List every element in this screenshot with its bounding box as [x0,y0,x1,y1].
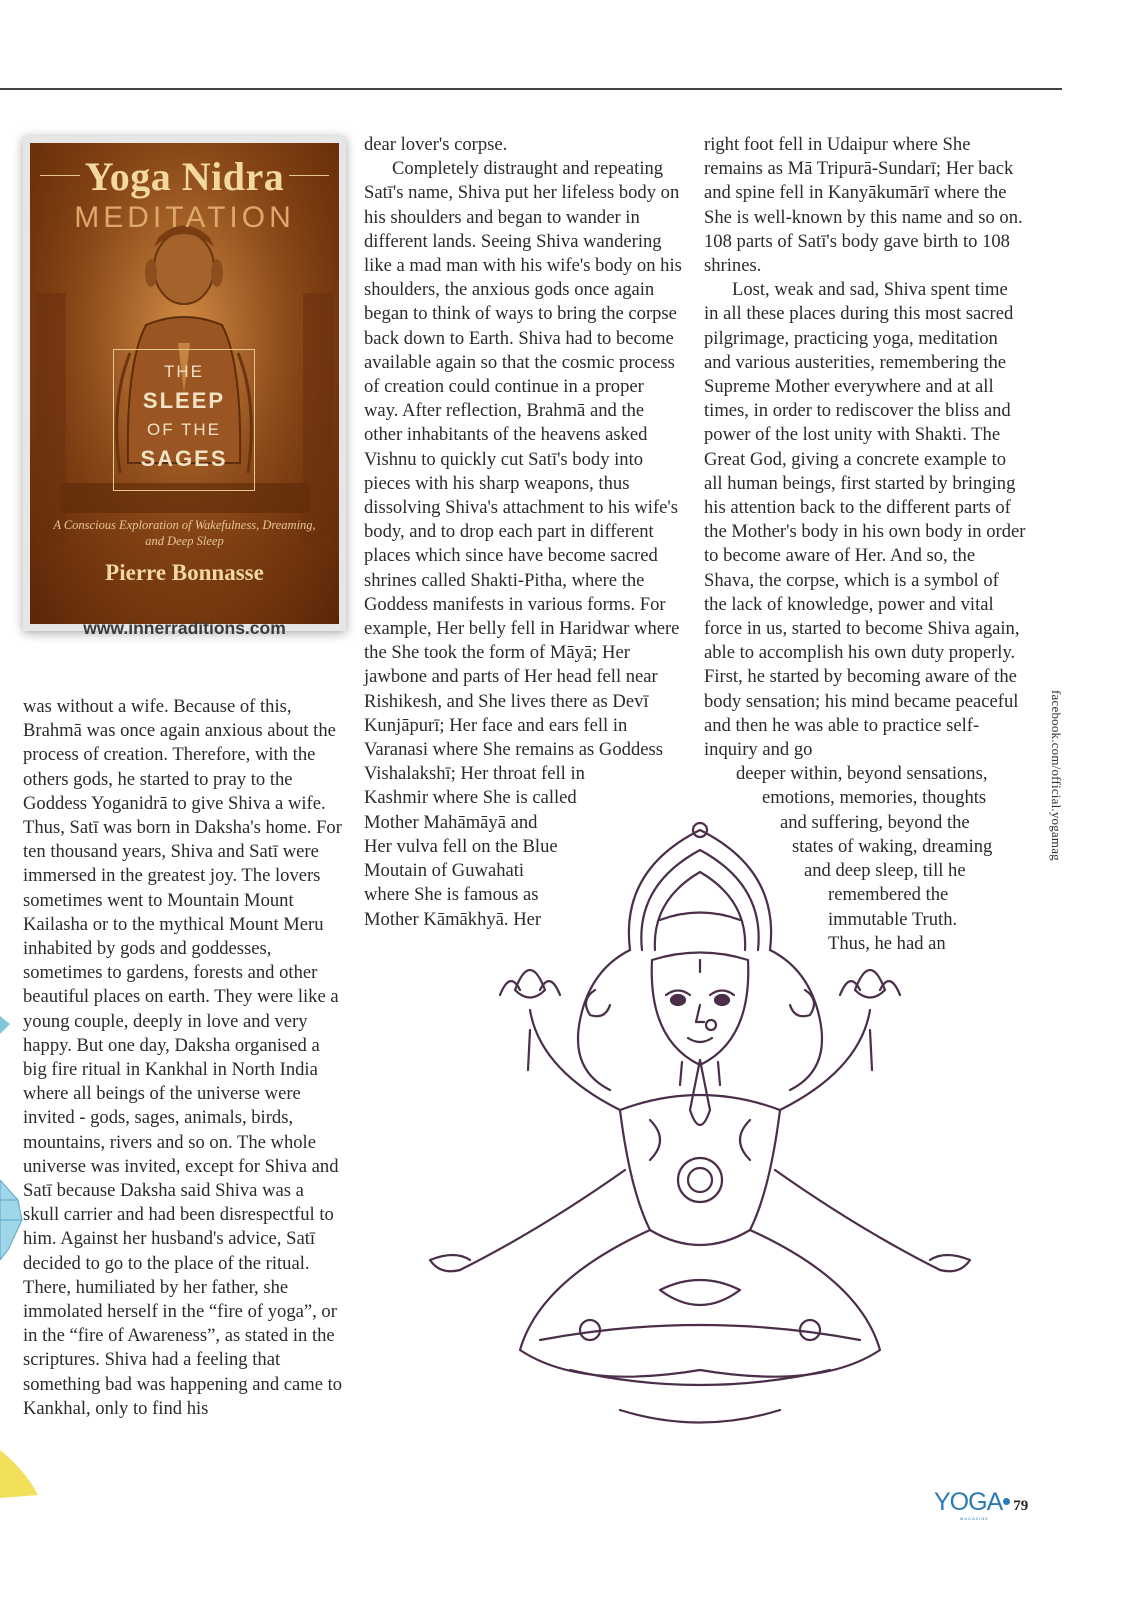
column-2-paragraph-2: Completely distraught and repeating Satī's name, Shiva put her lifeless body on his shoulders and began to wander in different lands. Seeing Shiva wandering like a mad man with his wife's body on his shoulders, the anxious gods once again began to think of ways to bring the corpse back down to Earth. Shiva had to become available again so that the cosmic process of creation could continue in a proper way. After reflection, Brahmā and the other inhabitants of the heavens asked Vishnu to quickly cut Satī's body into pieces with his sharp weapons, thus dissolving Shiva's attachment to his wife's body, and to drop each part in different places which since have become sacred shrines called Shakti-Pitha, where the Goddess manifests in various forms. For example, Her belly fell in Haridwar where the She took the form of Māyā; Her jawbone and parts of Her head fell near Rishikesh, and She lives there as Devī Kunjāpurī; Her face and ears fell in Varanasi where She remains as Goddess Vishalakshī; Her throat fell in [364,158,682,785]
book-subtitle: MEDITATION [74,201,295,234]
column-2-wrap-line: Mother Kāmākhyā. Her [364,908,542,930]
column-3-wrap-line: immutable Truth. [828,908,958,930]
column-2-wrap-line: where She is famous as [364,884,539,906]
column-3-wrap-line: remembered the [828,884,949,906]
column-2-wrap-line: Her vulva fell on the Blue [364,835,558,857]
left-edge-yellow-decoration [0,1440,40,1500]
column-2-wrap-line: Kashmir where She is called [364,787,577,809]
column-3-wrap-line: deeper within, beyond sensations, [736,763,988,785]
goddess-illustration [420,810,980,1450]
column-2-wrap-line: Moutain of Guwahati [364,860,525,882]
column-3-paragraph-2: Lost, weak and sad, Shiva spent time in all these places during this most sacred pilgrimage, practicing yoga, meditation and various austerities, remembering the Supreme Mother everywhere and at all times, in order to rediscover the bliss and power of the lost unity with Shakti. The Great God, giving a concrete example to all human beings, first started by bringing his attention back to the different parts of the Mother's body in his own body in order to become aware of Her. And so, the Shava, the corpse, which is a symbol of the lack of knowledge, power and vital force in us, started to become Shiva again, able to accomplish his own duty properly. First, he started by becoming aware of the body sensation; his mind became peaceful and then he was able to practice self-inquiry and go [704,279,1026,761]
logo-magazine-word: MAGAZINE [960,1516,989,1521]
box-line-sleep: SLEEP [142,388,226,413]
page-number: 79 [1013,1498,1029,1514]
column-3-wrap-line: and suffering, beyond the [780,811,970,833]
left-edge-crystal-icon [0,1180,24,1260]
book-title: Yoga Nidra [84,154,285,199]
article-column-1 [23,695,343,1421]
book-tagline: A Conscious Exploration of Wakefulness, Dreaming, and Deep Sleep [53,518,316,548]
box-line-of-the: OF THE [146,420,222,439]
box-line-sages: SAGES [140,446,228,471]
yoga-magazine-logo: YOGA [934,1488,1003,1516]
column-3-wrap-line: Thus, he had an [828,932,946,954]
book-author: Pierre Bonnasse [105,560,264,585]
top-rule [0,88,1062,90]
book-title-box [113,349,255,491]
column-2-wrap-line: Mother Mahāmāyā and [364,811,538,833]
column-3-wrap-line: emotions, memories, thoughts [762,787,987,809]
column-3-wrap-line: states of waking, dreaming [792,835,993,857]
column-1-paragraph: was without a wife. Because of this, Brahmā was once again anxious about the process of creation. Therefore, with the others gods, he started to pray to the Goddess Yoganidrā to give Shiva a wife. Thus, Satī was born in Daksha's home. For ten thousand years, Shiva and Satī were immersed in the greatest joy. The lovers sometimes went to Mountain Mount Kailasha or to the mythical Mount Meru inhabited by gods and goddesses, sometimes to gardens, forests and other beautiful places on earth. They were like a young couple, deeply in love and very happy. But one day, Daksha organised a big fire ritual in Kankhal in North India where all beings of the universe were invited - gods, sages, animals, birds, mountains, rivers and so on. The whole universe was invited, except for Shiva and Satī because Daksha said Shiva was a skull carrier and had been disrespectful to him. Against her husband's advice, Satī decided to go to the place of the ritual. There, humiliated by her father, she immolated herself in the “fire of yoga”, or in the “fire of Awareness”, as stated in the scriptures. Shiva had a feeling that something bad was happening and came to Kankhal, only to find his [23,696,343,1419]
column-3-paragraph-1: right foot fell in Udaipur where She remains as Mā Tripurā-Sundarī; Her back and spine fell in Kanyākumārī where the She is well-known by this name and so on. 108 parts of Satī's body gave birth to 108 shrines. [704,134,1023,277]
box-line-the: THE [164,362,204,381]
book-url-link[interactable]: www.innerraditions.com [83,618,286,638]
facebook-url[interactable]: facebook.com/official.yogamag [1049,690,1064,861]
book-cover [30,143,339,624]
book-cover-frame[interactable] [23,136,346,631]
page-footer [934,1488,1029,1521]
column-2-paragraph-1: dear lover's corpse. [364,134,508,155]
logo-dot-icon [1003,1498,1010,1505]
column-3-wrap-line: and deep sleep, till he [804,860,966,882]
left-edge-decoration [0,1010,14,1040]
